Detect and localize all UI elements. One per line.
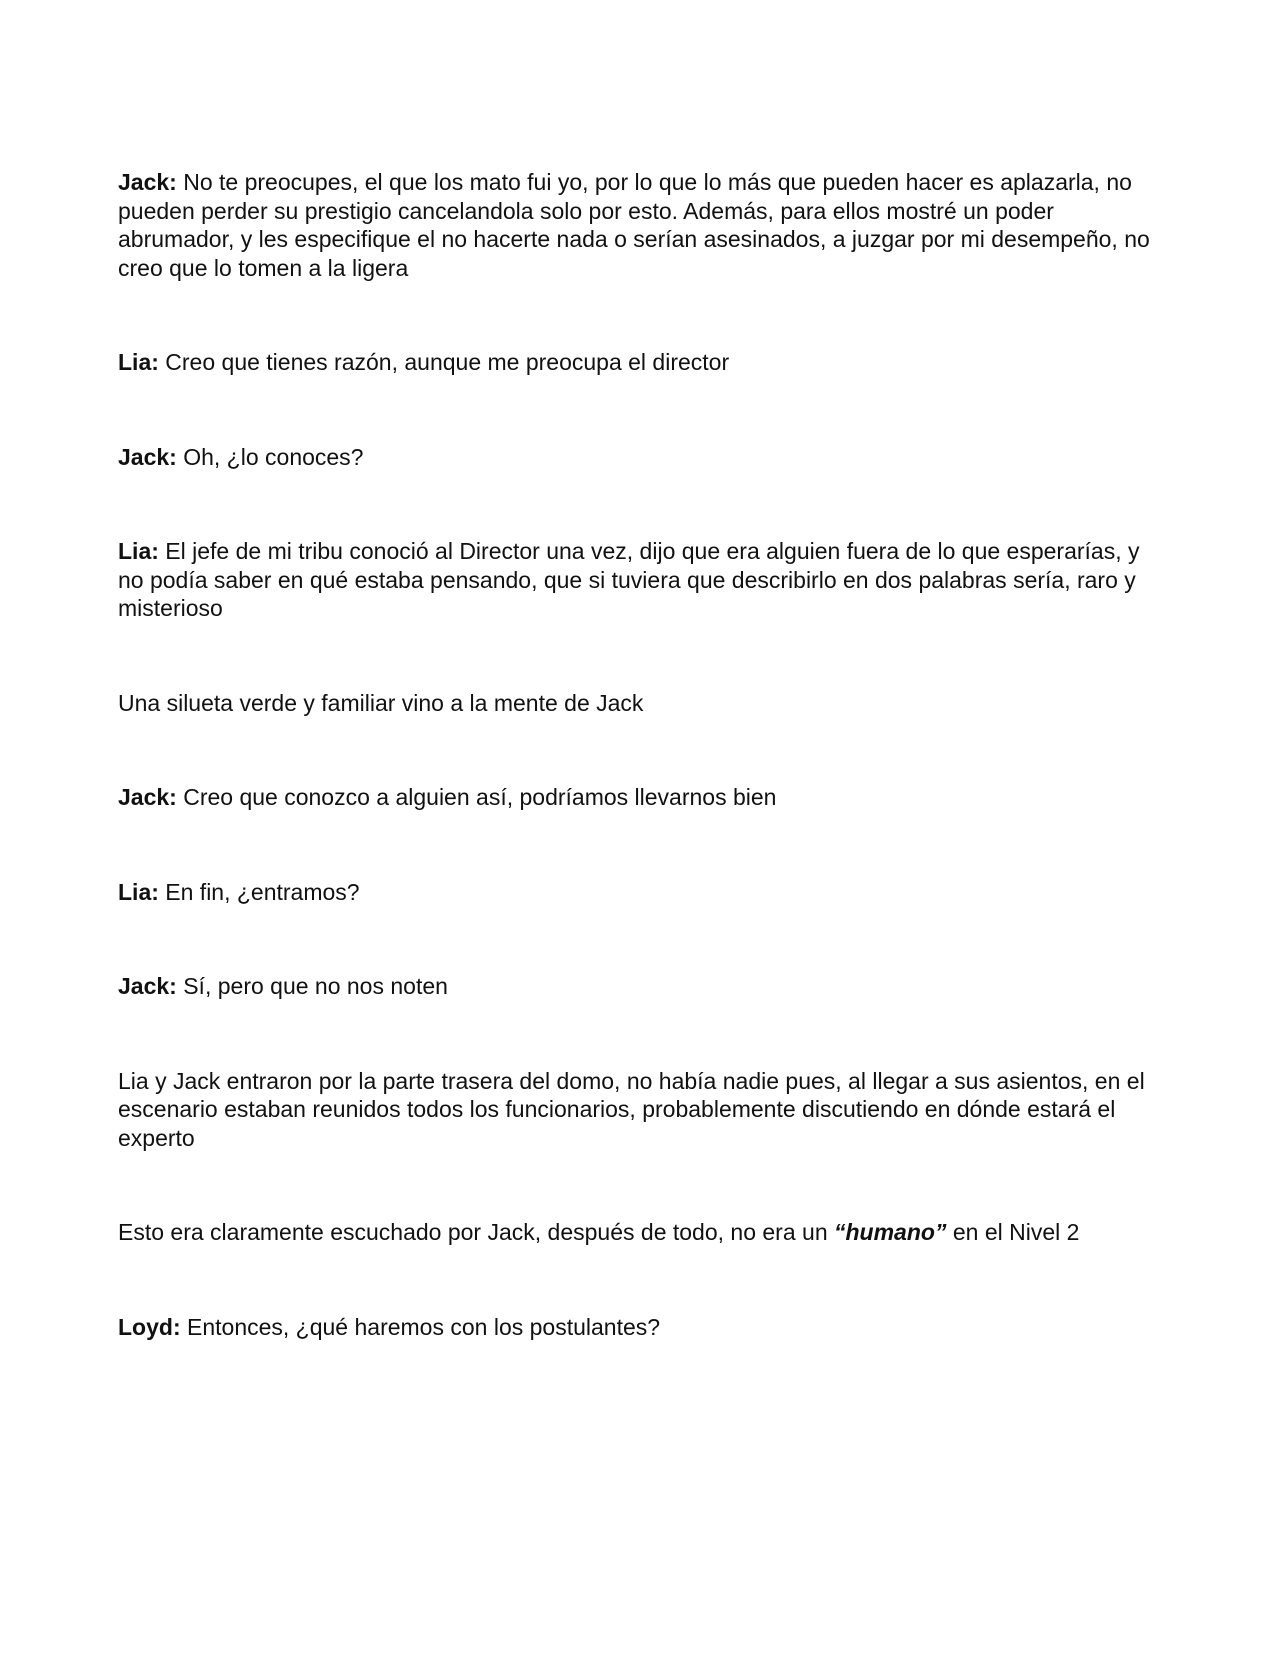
speaker-label: Jack:: [118, 443, 177, 470]
dialogue-text: No te preocupes, el que los mato fui yo, por lo que lo más que pueden hacer es aplazarla, no pueden perder su prestigio cancelandola solo por esto. Además, para ellos mostré un poder abrumador, y les especifique el no hacerte nada o serían asesinados, a juzgar por mi desempeño, no creo que lo tomen a la ligera: [118, 169, 1150, 281]
dialogue-text: Creo que conozco a alguien así, podríamos llevarnos bien: [176, 784, 777, 810]
narration-text: Una silueta verde y familiar vino a la mente de Jack: [118, 689, 644, 716]
paragraph-jack-3: [118, 783, 1168, 812]
narration-paragraph: [118, 1218, 1168, 1247]
paragraph-loyd-1: [118, 1313, 1168, 1342]
speaker-label: Jack:: [118, 973, 177, 999]
narration-paragraph: [118, 689, 1168, 718]
speaker-label: Jack:: [118, 784, 177, 810]
speaker-label: Lia:: [118, 538, 159, 564]
narration-text: en el Nivel 2: [946, 1219, 1080, 1245]
paragraph-lia-1: [118, 348, 1168, 377]
dialogue-text: Entonces, ¿qué haremos con los postulantes?: [180, 1313, 661, 1340]
speaker-label: Jack:: [118, 169, 177, 195]
paragraph-lia-2: [118, 537, 1168, 623]
dialogue-text: El jefe de mi tribu conoció al Director una vez, dijo que era alguien fuera de lo que esperarías, y no podía saber en qué estaba pensando, que si tuviera que describirlo en dos palabras sería, raro y misterioso: [118, 538, 1140, 621]
narration-paragraph: [118, 1067, 1168, 1153]
dialogue-text: Oh, ¿lo conoces?: [176, 443, 364, 470]
narration-text: Lia y Jack entraron por la parte trasera del domo, no había nadie pues, al llegar a sus asientos, en el escenario estaban reunidos todos los funcionarios, probablemente discutiendo en dónde estará el experto: [118, 1067, 1145, 1151]
paragraph-jack-2: [118, 443, 1168, 472]
dialogue-text: Sí, pero que no nos noten: [176, 973, 448, 999]
paragraph-lia-3: [118, 878, 1168, 907]
dialogue-text: En fin, ¿entramos?: [158, 878, 360, 905]
speaker-label: Lia:: [118, 349, 159, 375]
dialogue-text: Creo que tienes razón, aunque me preocupa el director: [158, 349, 730, 375]
document-body: [118, 168, 1168, 1341]
narration-text: Esto era claramente escuchado por Jack, después de todo, no era un: [118, 1219, 834, 1245]
speaker-label: Loyd:: [118, 1313, 181, 1340]
paragraph-jack-1: [118, 168, 1168, 282]
speaker-label: Lia:: [118, 878, 159, 905]
emphasized-word: “humano”: [834, 1219, 947, 1245]
paragraph-jack-4: [118, 972, 1168, 1001]
